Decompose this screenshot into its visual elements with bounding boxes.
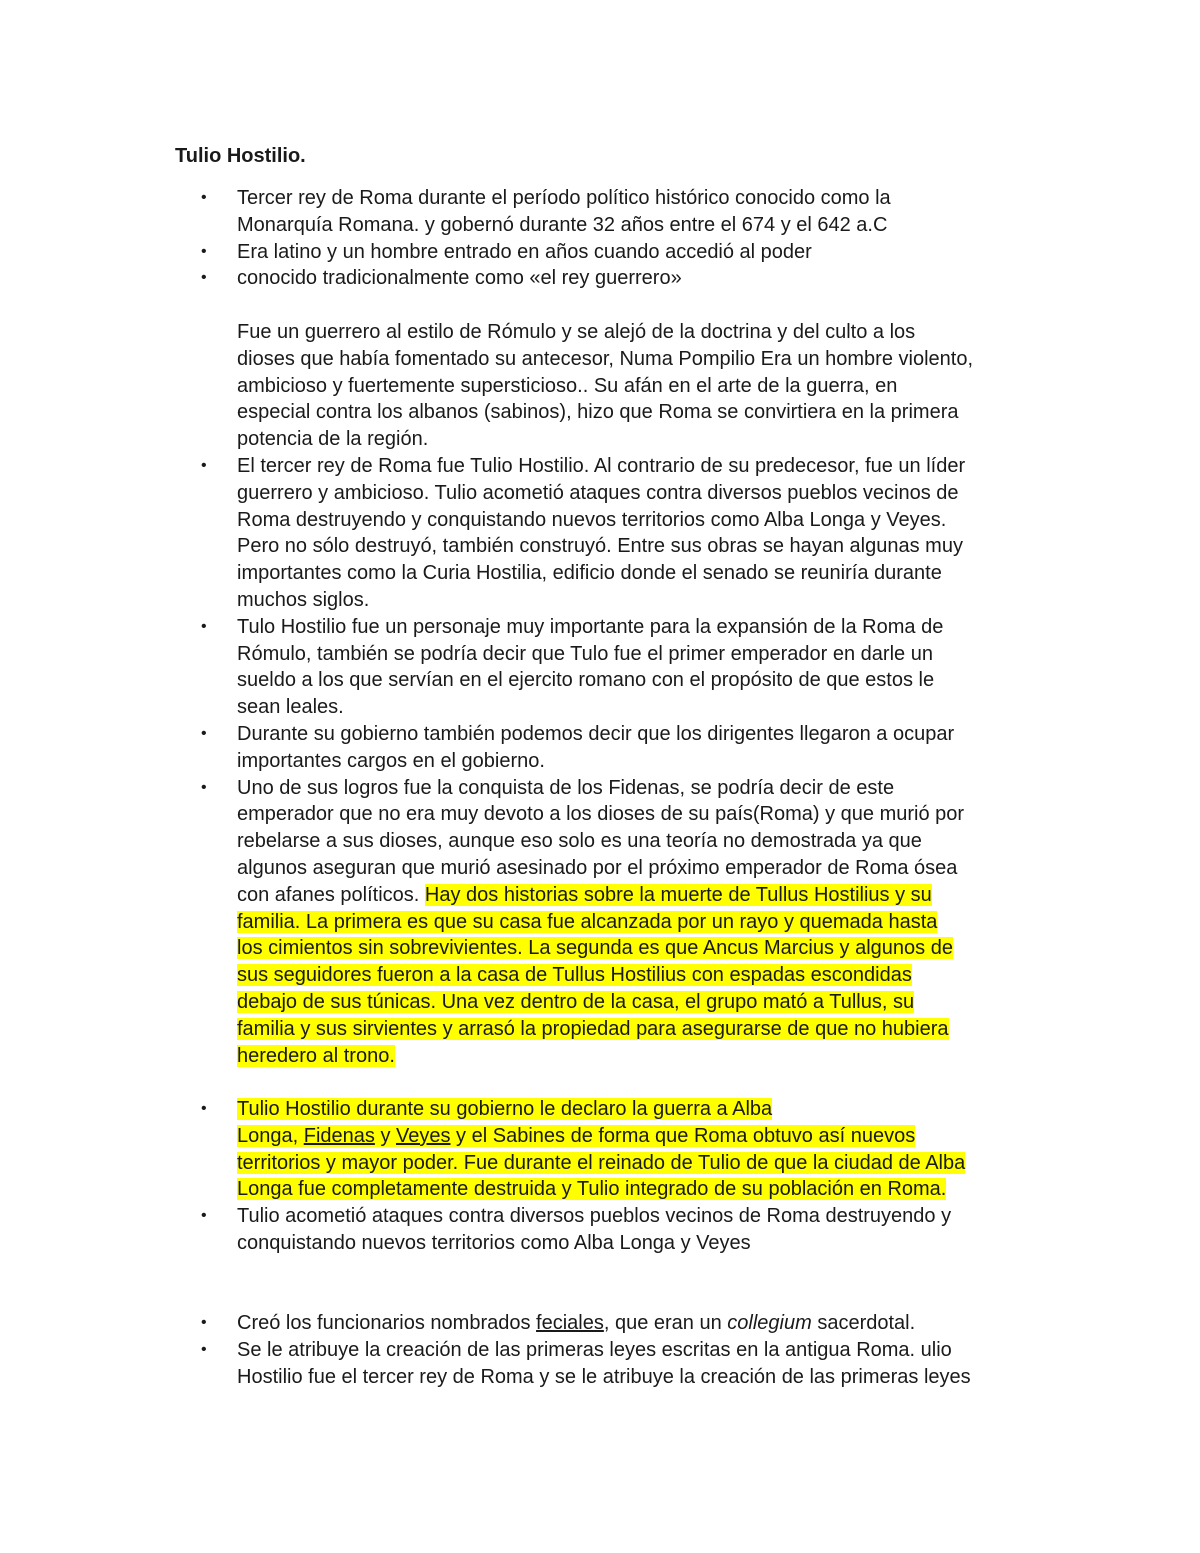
text-line: Hostilio fue el tercer rey de Roma y se le atribuye la creación de las primeras leyes	[237, 1366, 971, 1389]
highlighted-text: familia y sus sirvientes y arrasó la propiedad para asegurarse de que no hubiera	[237, 1017, 949, 1040]
highlighted-text: Tulio Hostilio durante su gobierno le declaro la guerra a Alba	[237, 1098, 773, 1121]
text-line: muchos siglos.	[237, 588, 370, 611]
bullet-icon: •	[201, 724, 207, 742]
text-line	[237, 962, 1037, 989]
text-line: especial contra los albanos (sabinos), hizo que Roma se convirtiera en la primera	[237, 401, 959, 424]
text-line: Longa, Fidenas y Veyes y el Sabines de forma que Roma obtuvo así nuevos	[237, 1124, 916, 1147]
text-line: importantes cargos en el gobierno.	[237, 749, 545, 772]
text-line: importantes como la Curia Hostilia, edificio donde el senado se reuniría durante	[237, 562, 942, 585]
highlighted-text: Longa fue completamente destruida y Tulio integrado de su población en Roma.	[237, 1178, 947, 1201]
bullet-icon: •	[201, 189, 207, 206]
highlighted-text: territorios y mayor poder. Fue durante el reinado de Tulio de que la ciudad de Alba	[237, 1151, 966, 1174]
bullet-icon: •	[201, 242, 207, 260]
bullet-icon: •	[201, 1341, 207, 1359]
text-line	[237, 1176, 1037, 1203]
text-line: sueldo a los que servían en el ejercito romano con el propósito de que estos le	[237, 669, 935, 692]
text-line: ambicioso y fuertemente supersticioso.. Su afán en el arte de la guerra, en	[237, 374, 898, 397]
highlighted-text: familia. La primera es que su casa fue alcanzada por un rayo y quemada hasta	[237, 910, 938, 933]
text-line: Roma destruyendo y conquistando nuevos territorios como Alba Longa y Veyes.	[237, 508, 947, 531]
text-line	[201, 1096, 1037, 1123]
text-line: emperador que no era muy devoto a los dioses de su país(Roma) y que murió por	[237, 803, 965, 826]
text-line: • Uno de sus logros fue la conquista de los Fidenas, se podría decir de este	[237, 775, 1037, 802]
text-line	[237, 989, 1037, 1016]
text-line: • Tulo Hostilio fue un personaje muy importante para la expansión de la Roma de	[237, 614, 1037, 641]
bullet-icon: •	[201, 1207, 207, 1225]
text-line: conquistando nuevos territorios como Alba Longa y Veyes	[237, 1232, 751, 1255]
text-line: con afanes políticos. Hay dos historias sobre la muerte de Tullus Hostilius y su	[237, 883, 932, 906]
text-line: • Durante su gobierno también podemos decir que los dirigentes llegaron a ocupar	[237, 721, 1037, 748]
document-body	[201, 185, 1037, 1391]
bullet-icon: •	[201, 456, 207, 474]
text-line	[237, 1016, 1037, 1043]
highlighted-text: Hay dos historias sobre la muerte de Tullus Hostilius y su	[424, 883, 932, 906]
highlighted-text: debajo de sus túnicas. Una vez dentro de la casa, el grupo mató a Tullus, su	[237, 990, 915, 1013]
highlighted-text: los cimientos sin sobrevivientes. La segunda es que Ancus Marcius y algunos de	[237, 937, 953, 960]
text-line	[237, 1043, 1037, 1070]
text-line: • conocido tradicionalmente como «el rey guerrero»	[237, 265, 1037, 292]
text-line: • Se le atribuye la creación de las primeras leyes escritas en la antigua Roma. ulio	[237, 1337, 1037, 1364]
text-line: • Era latino y un hombre entrado en años cuando accedió al poder	[237, 239, 1037, 266]
text-line: • Creó los funcionarios nombrados feciales, que eran un collegium sacerdotal.	[237, 1310, 1037, 1337]
highlighted-text: heredero al trono.	[237, 1044, 395, 1067]
italic-term: collegium	[727, 1312, 812, 1335]
document-title: Tulio Hostilio.	[175, 145, 306, 167]
bullet-icon: •	[201, 1100, 207, 1118]
text-line: Monarquía Romana. y gobernó durante 32 años entre el 674 y el 642 a.C	[237, 213, 888, 236]
empty-line	[237, 292, 1037, 319]
text-line: potencia de la región.	[237, 428, 429, 451]
text-line: dioses que había fomentado su antecesor, Numa Pompilio Era un hombre violento,	[237, 347, 973, 370]
text-line: sean leales.	[237, 696, 344, 719]
bullet-icon: •	[201, 269, 207, 287]
empty-line	[237, 1257, 1037, 1284]
text-line: guerrero y ambicioso. Tulio acometió ataques contra diversos pueblos vecinos de	[237, 481, 959, 504]
empty-line	[237, 1284, 1037, 1311]
bullet-icon: •	[201, 778, 207, 796]
empty-line	[237, 1069, 1037, 1096]
text-line	[237, 909, 1037, 936]
text-line: Pero no sólo destruyó, también construyó. Entre sus obras se hayan algunas muy	[237, 535, 963, 558]
text-line: rebelarse a sus dioses, aunque eso solo es una teoría no demostrada ya que	[237, 830, 922, 853]
text-line: • El tercer rey de Roma fue Tulio Hostilio. Al contrario de su predecesor, fue un líder	[237, 453, 1037, 480]
text-line: • Tercer rey de Roma durante el período político histórico conocido como la	[237, 185, 1037, 212]
text-line	[237, 935, 1037, 962]
text-line: algunos aseguran que murió asesinado por el próximo emperador de Roma ósea	[237, 856, 958, 879]
bullet-icon: •	[201, 1314, 207, 1332]
text-line: Rómulo, también se podría decir que Tulo fue el primer emperador en darle un	[237, 642, 933, 665]
highlighted-text: sus seguidores fueron a la casa de Tullus Hostilius con espadas escondidas	[237, 964, 912, 987]
text-line: • Tulio acometió ataques contra diversos pueblos vecinos de Roma destruyendo y	[237, 1203, 1037, 1230]
link-feciales[interactable]: feciales	[536, 1312, 604, 1335]
text-line	[237, 1150, 1037, 1177]
bullet-icon: •	[201, 617, 207, 635]
link-fidenas[interactable]: Fidenas	[303, 1124, 375, 1147]
text-line: Fue un guerrero al estilo de Rómulo y se alejó de la doctrina y del culto a los	[237, 320, 916, 343]
link-veyes[interactable]: Veyes	[396, 1124, 451, 1147]
